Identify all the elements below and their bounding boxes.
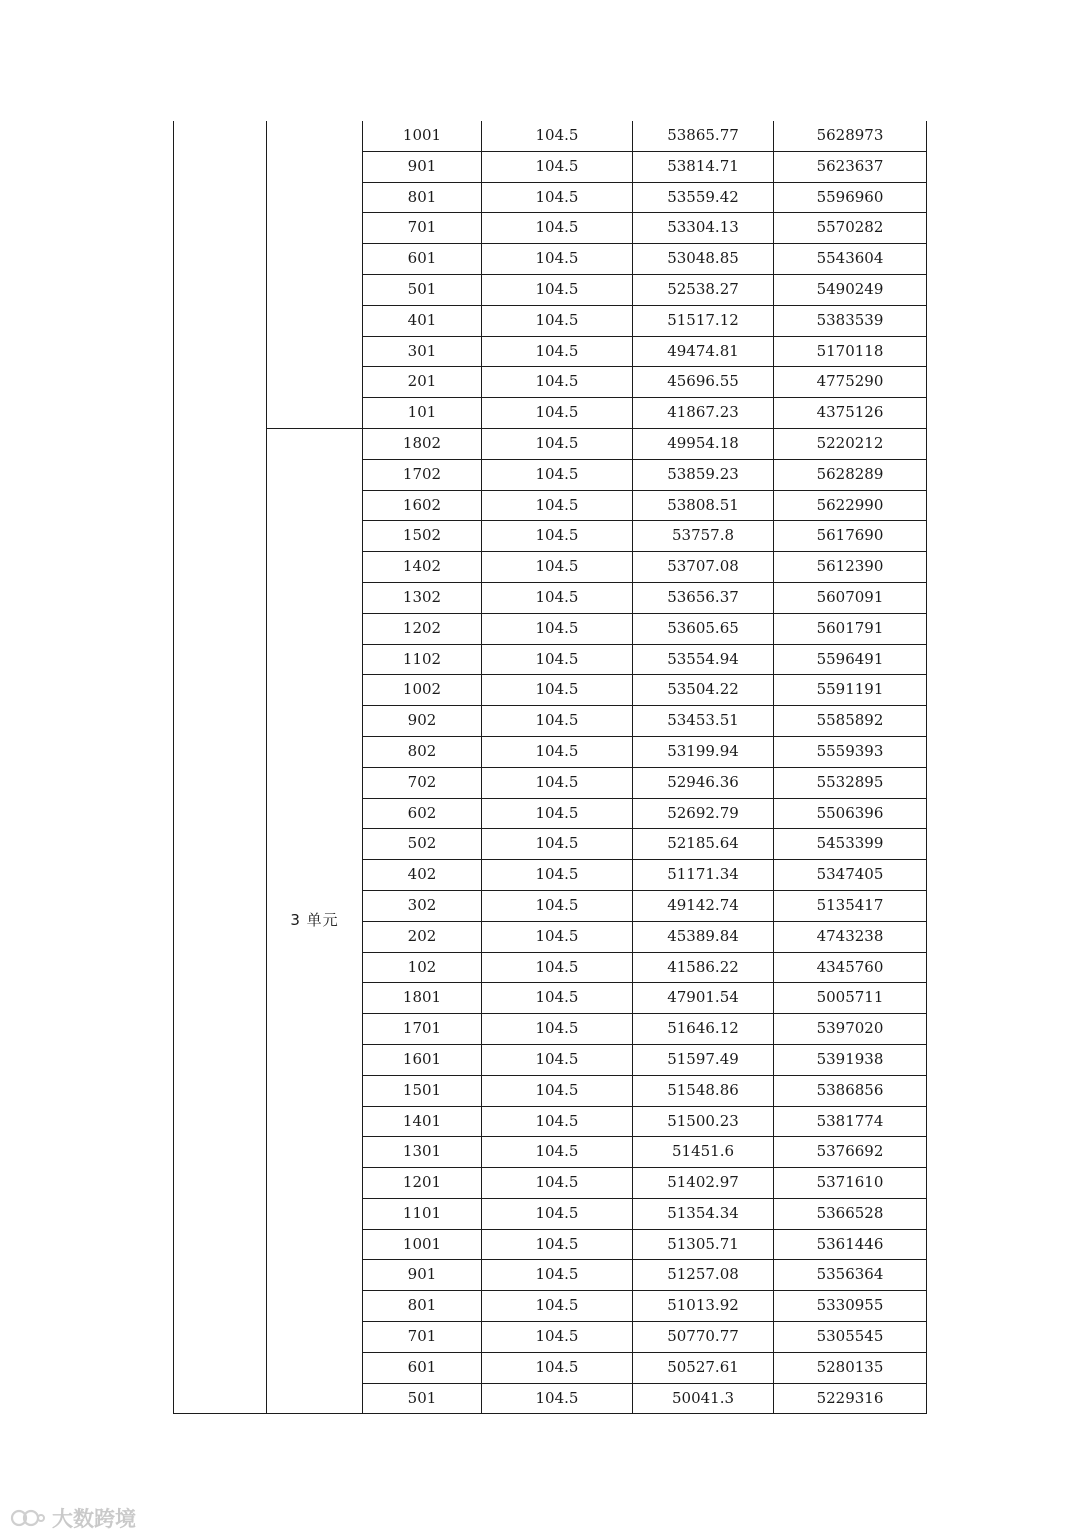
area-cell: 104.5 (482, 367, 633, 398)
area-cell: 104.5 (482, 428, 633, 459)
unit-price-cell: 51646.12 (633, 1014, 774, 1045)
unit-price-cell: 41867.23 (633, 398, 774, 429)
area-cell: 104.5 (482, 706, 633, 737)
area-cell: 104.5 (482, 675, 633, 706)
unit-price-cell: 52538.27 (633, 274, 774, 305)
area-cell: 104.5 (482, 921, 633, 952)
room-number-cell: 1501 (363, 1075, 482, 1106)
unit-price-cell: 50770.77 (633, 1322, 774, 1353)
total-price-cell: 5607091 (774, 582, 927, 613)
room-number-cell: 602 (363, 798, 482, 829)
total-price-cell: 5376692 (774, 1137, 927, 1168)
total-price-cell: 4743238 (774, 921, 927, 952)
area-cell: 104.5 (482, 1075, 633, 1106)
room-number-cell: 1602 (363, 490, 482, 521)
room-number-cell: 202 (363, 921, 482, 952)
total-price-cell: 5601791 (774, 613, 927, 644)
room-number-cell: 302 (363, 890, 482, 921)
room-number-cell: 902 (363, 706, 482, 737)
unit-price-cell: 53554.94 (633, 644, 774, 675)
total-price-cell: 5453399 (774, 829, 927, 860)
room-number-cell: 1101 (363, 1198, 482, 1229)
room-number-cell: 802 (363, 736, 482, 767)
area-cell: 104.5 (482, 767, 633, 798)
total-price-cell: 5617690 (774, 521, 927, 552)
unit-price-cell: 47901.54 (633, 983, 774, 1014)
room-number-cell: 102 (363, 952, 482, 983)
total-price-cell: 5383539 (774, 305, 927, 336)
room-number-cell: 501 (363, 274, 482, 305)
room-number-cell: 401 (363, 305, 482, 336)
total-price-cell: 5135417 (774, 890, 927, 921)
room-number-cell: 701 (363, 213, 482, 244)
total-price-cell: 5628973 (774, 121, 927, 151)
area-cell: 104.5 (482, 1198, 633, 1229)
unit-price-cell: 53859.23 (633, 459, 774, 490)
room-number-cell: 101 (363, 398, 482, 429)
area-cell: 104.5 (482, 1014, 633, 1045)
area-cell: 104.5 (482, 860, 633, 891)
area-cell: 104.5 (482, 274, 633, 305)
room-number-cell: 1001 (363, 121, 482, 151)
watermark-logo-icon (10, 1506, 46, 1530)
room-number-cell: 1301 (363, 1137, 482, 1168)
watermark (10, 1503, 136, 1533)
total-price-cell: 4775290 (774, 367, 927, 398)
total-price-cell: 5543604 (774, 244, 927, 275)
room-number-cell: 502 (363, 829, 482, 860)
room-number-cell: 1502 (363, 521, 482, 552)
unit-price-cell: 49474.81 (633, 336, 774, 367)
area-cell: 104.5 (482, 582, 633, 613)
area-cell: 104.5 (482, 1291, 633, 1322)
total-price-cell: 5559393 (774, 736, 927, 767)
unit-price-cell: 53453.51 (633, 706, 774, 737)
room-number-cell: 1801 (363, 983, 482, 1014)
room-number-cell: 701 (363, 1322, 482, 1353)
total-price-cell: 5585892 (774, 706, 927, 737)
area-cell: 104.5 (482, 213, 633, 244)
unit-price-cell: 51354.34 (633, 1198, 774, 1229)
unit-price-cell: 51402.97 (633, 1168, 774, 1199)
room-number-cell: 1201 (363, 1168, 482, 1199)
area-cell: 104.5 (482, 1044, 633, 1075)
area-cell: 104.5 (482, 121, 633, 151)
unit-price-cell: 53559.42 (633, 182, 774, 213)
room-number-cell: 301 (363, 336, 482, 367)
room-number-cell: 601 (363, 1352, 482, 1383)
room-number-cell: 801 (363, 1291, 482, 1322)
unit-price-cell: 51305.71 (633, 1229, 774, 1260)
unit-price-cell: 52185.64 (633, 829, 774, 860)
total-price-cell: 5532895 (774, 767, 927, 798)
table-row (174, 121, 927, 151)
area-cell: 104.5 (482, 1383, 633, 1414)
room-number-cell: 402 (363, 860, 482, 891)
room-number-cell: 501 (363, 1383, 482, 1414)
room-number-cell: 1601 (363, 1044, 482, 1075)
area-cell: 104.5 (482, 336, 633, 367)
room-number-cell: 1202 (363, 613, 482, 644)
area-cell: 104.5 (482, 736, 633, 767)
area-cell: 104.5 (482, 305, 633, 336)
area-cell: 104.5 (482, 1106, 633, 1137)
area-cell: 104.5 (482, 1229, 633, 1260)
area-cell: 104.5 (482, 1168, 633, 1199)
area-cell: 104.5 (482, 182, 633, 213)
total-price-cell: 5397020 (774, 1014, 927, 1045)
room-number-cell: 901 (363, 151, 482, 182)
unit-price-cell: 53048.85 (633, 244, 774, 275)
total-price-cell: 5356364 (774, 1260, 927, 1291)
unit-price-cell: 53757.8 (633, 521, 774, 552)
room-number-cell: 1402 (363, 552, 482, 583)
unit-price-cell: 51013.92 (633, 1291, 774, 1322)
room-number-cell: 601 (363, 244, 482, 275)
unit-price-cell: 53707.08 (633, 552, 774, 583)
area-cell: 104.5 (482, 952, 633, 983)
area-cell: 104.5 (482, 244, 633, 275)
total-price-cell: 4375126 (774, 398, 927, 429)
total-price-cell: 5381774 (774, 1106, 927, 1137)
total-price-cell: 5506396 (774, 798, 927, 829)
room-number-cell: 1001 (363, 1229, 482, 1260)
room-number-cell: 1401 (363, 1106, 482, 1137)
area-cell: 104.5 (482, 1352, 633, 1383)
unit-cell (267, 121, 363, 428)
total-price-cell: 5386856 (774, 1075, 927, 1106)
room-number-cell: 1302 (363, 582, 482, 613)
total-price-cell: 5596491 (774, 644, 927, 675)
total-price-cell: 5612390 (774, 552, 927, 583)
total-price-cell: 5628289 (774, 459, 927, 490)
unit-price-cell: 41586.22 (633, 952, 774, 983)
total-price-cell: 5391938 (774, 1044, 927, 1075)
area-cell: 104.5 (482, 829, 633, 860)
total-price-cell: 5347405 (774, 860, 927, 891)
unit-price-cell: 52946.36 (633, 767, 774, 798)
total-price-cell: 5280135 (774, 1352, 927, 1383)
unit-price-cell: 45389.84 (633, 921, 774, 952)
total-price-cell: 5330955 (774, 1291, 927, 1322)
unit-price-cell: 51257.08 (633, 1260, 774, 1291)
area-cell: 104.5 (482, 613, 633, 644)
area-cell: 104.5 (482, 151, 633, 182)
room-number-cell: 1102 (363, 644, 482, 675)
area-cell: 104.5 (482, 983, 633, 1014)
total-price-cell: 5366528 (774, 1198, 927, 1229)
unit-price-cell: 53808.51 (633, 490, 774, 521)
unit-price-cell: 45696.55 (633, 367, 774, 398)
total-price-cell: 5361446 (774, 1229, 927, 1260)
room-number-cell: 1002 (363, 675, 482, 706)
area-cell: 104.5 (482, 490, 633, 521)
room-number-cell: 1802 (363, 428, 482, 459)
total-price-cell: 5305545 (774, 1322, 927, 1353)
price-table-grid (173, 121, 927, 1414)
total-price-cell: 5596960 (774, 182, 927, 213)
area-cell: 104.5 (482, 552, 633, 583)
table-row (174, 428, 927, 459)
total-price-cell: 5220212 (774, 428, 927, 459)
room-number-cell: 1702 (363, 459, 482, 490)
unit-price-cell: 50527.61 (633, 1352, 774, 1383)
unit-price-cell: 51517.12 (633, 305, 774, 336)
building-cell (174, 121, 267, 1414)
area-cell: 104.5 (482, 521, 633, 552)
unit-price-cell: 53814.71 (633, 151, 774, 182)
unit-cell: 3 单元 (267, 428, 363, 1414)
area-cell: 104.5 (482, 644, 633, 675)
unit-price-cell: 53199.94 (633, 736, 774, 767)
unit-price-cell: 51500.23 (633, 1106, 774, 1137)
area-cell: 104.5 (482, 1260, 633, 1291)
unit-price-cell: 49954.18 (633, 428, 774, 459)
area-cell: 104.5 (482, 1322, 633, 1353)
price-table (173, 121, 929, 1423)
area-cell: 104.5 (482, 890, 633, 921)
unit-price-cell: 53504.22 (633, 675, 774, 706)
unit-price-cell: 50041.3 (633, 1383, 774, 1414)
total-price-cell: 5170118 (774, 336, 927, 367)
unit-price-cell: 49142.74 (633, 890, 774, 921)
unit-price-cell: 53656.37 (633, 582, 774, 613)
unit-price-cell: 53865.77 (633, 121, 774, 151)
total-price-cell: 5622990 (774, 490, 927, 521)
room-number-cell: 801 (363, 182, 482, 213)
area-cell: 104.5 (482, 398, 633, 429)
unit-price-cell: 51451.6 (633, 1137, 774, 1168)
area-cell: 104.5 (482, 1137, 633, 1168)
total-price-cell: 5623637 (774, 151, 927, 182)
total-price-cell: 5570282 (774, 213, 927, 244)
area-cell: 104.5 (482, 459, 633, 490)
unit-price-cell: 51548.86 (633, 1075, 774, 1106)
unit-price-cell: 51597.49 (633, 1044, 774, 1075)
unit-price-cell: 52692.79 (633, 798, 774, 829)
room-number-cell: 1701 (363, 1014, 482, 1045)
watermark-text: 大数跨境 (52, 1507, 136, 1531)
room-number-cell: 702 (363, 767, 482, 798)
total-price-cell: 4345760 (774, 952, 927, 983)
area-cell: 104.5 (482, 798, 633, 829)
unit-price-cell: 51171.34 (633, 860, 774, 891)
total-price-cell: 5490249 (774, 274, 927, 305)
unit-price-cell: 53605.65 (633, 613, 774, 644)
total-price-cell: 5005711 (774, 983, 927, 1014)
total-price-cell: 5591191 (774, 675, 927, 706)
total-price-cell: 5229316 (774, 1383, 927, 1414)
unit-price-cell: 53304.13 (633, 213, 774, 244)
room-number-cell: 201 (363, 367, 482, 398)
total-price-cell: 5371610 (774, 1168, 927, 1199)
room-number-cell: 901 (363, 1260, 482, 1291)
